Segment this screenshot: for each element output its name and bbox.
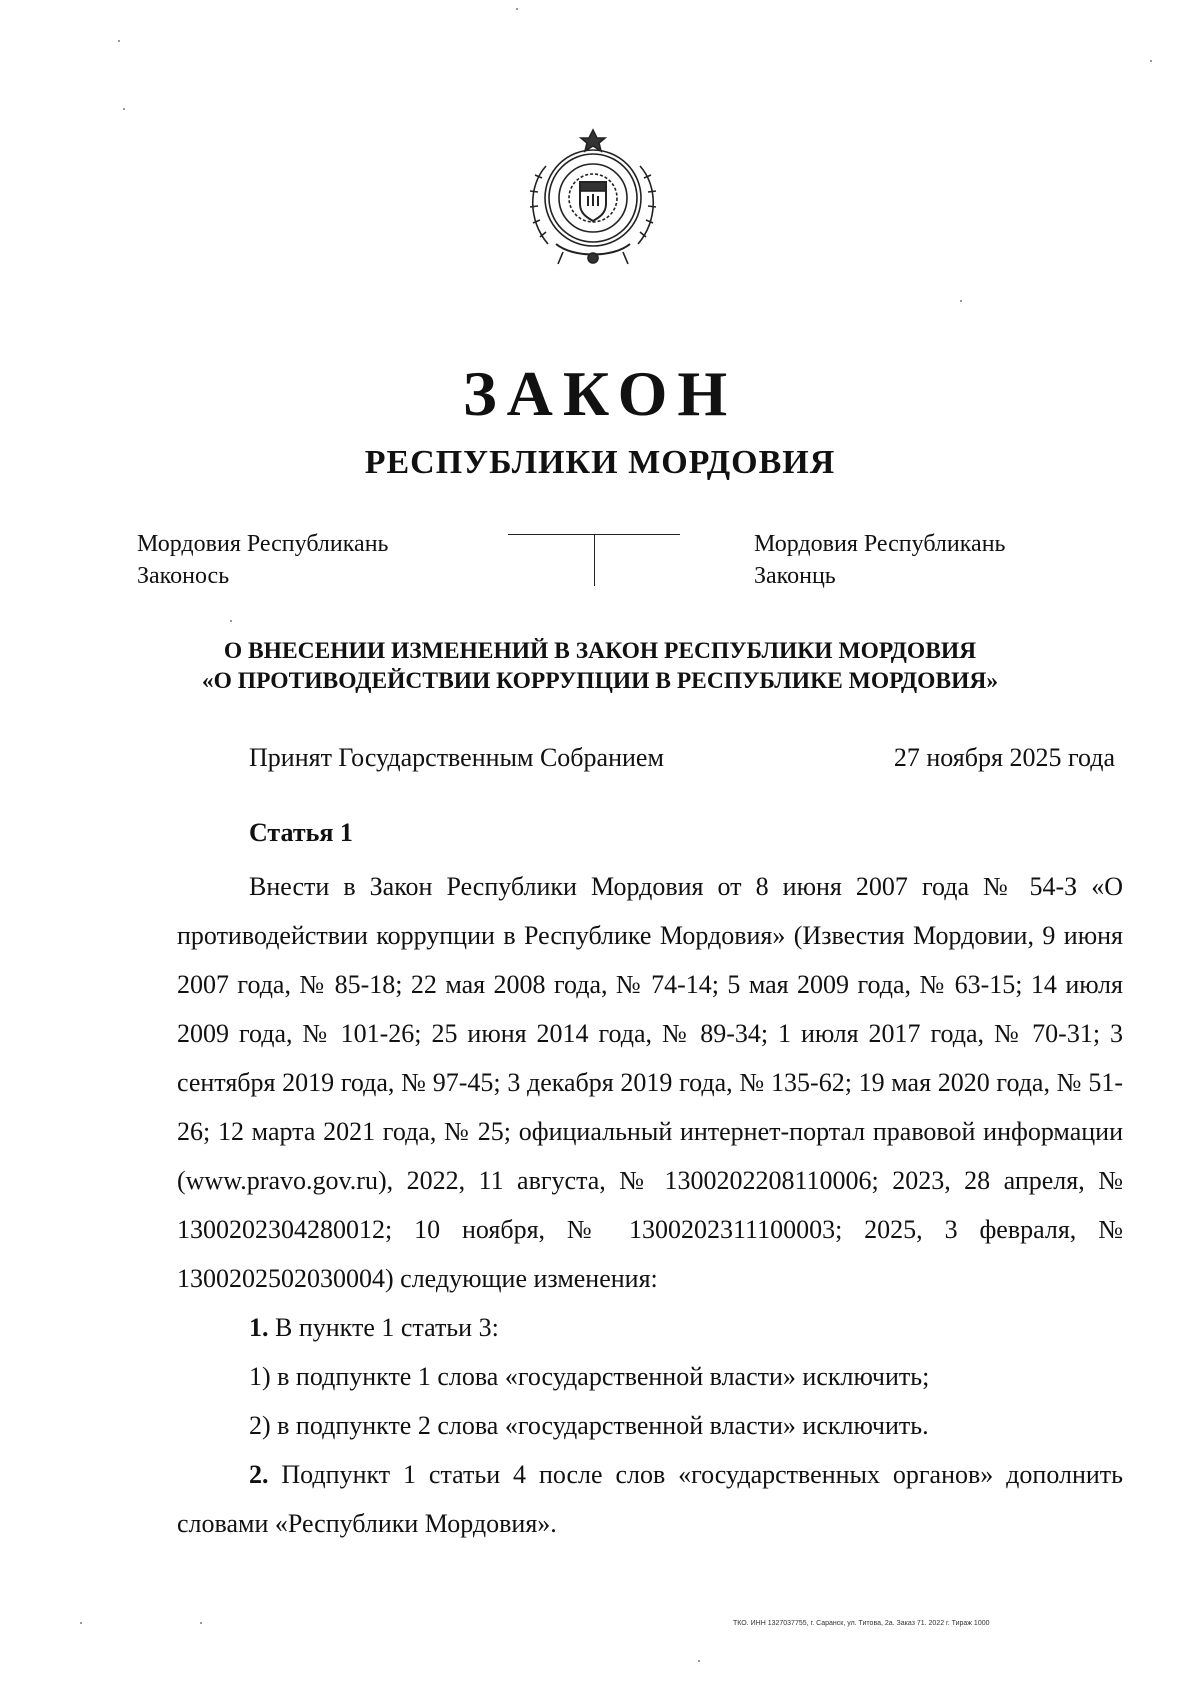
adopted-date: 27 ноября 2025 года: [893, 743, 1115, 772]
moksha-title-right: [754, 528, 1005, 592]
scan-speck: [516, 8, 518, 10]
article-title: Статья 1: [249, 818, 353, 847]
adopted-by: Принят Государственным Собранием: [249, 743, 664, 772]
heading-line-2: «О ПРОТИВОДЕЙСТВИИ КОРРУПЦИИ В РЕСПУБЛИКЕ МОРДОВИЯ»: [201, 668, 999, 694]
moksha-right-line2: Законць: [754, 563, 836, 589]
item-2-number: 2.: [249, 1460, 269, 1489]
scan-speck: [698, 1660, 700, 1662]
coat-of-arms-icon: [518, 126, 668, 276]
article-body: [177, 862, 1123, 1548]
item-1: [177, 1303, 1123, 1352]
item-2-text: Подпункт 1 статьи 4 после слов «государственных органов» дополнить словами «Республики Мордовия».: [177, 1460, 1124, 1538]
moksha-title-left: [137, 528, 388, 592]
moksha-left-line1: Мордовия Республикань: [137, 531, 389, 557]
item-1-number: 1.: [249, 1313, 269, 1342]
subitem-2: 2) в подпункте 2 слова «государственной власти» исключить.: [249, 1411, 929, 1440]
heading-line-1: О ВНЕСЕНИИ ИЗМЕНЕНИЙ В ЗАКОН РЕСПУБЛИКИ МОРДОВИЯ: [223, 638, 977, 664]
print-imprint: ТКО. ИНН 1327037755, г. Саранск, ул. Титова, 2а. Заказ 71. 2022 г. Тираж 1000: [733, 1620, 990, 1627]
item-1-text: В пункте 1 статьи 3:: [275, 1313, 499, 1342]
scan-speck: [230, 620, 232, 622]
scan-speck: [80, 1622, 82, 1624]
item-2: [177, 1450, 1123, 1548]
law-subtitle: РЕСПУБЛИКИ МОРДОВИЯ: [364, 444, 836, 481]
moksha-right-line1: Мордовия Республикань: [754, 531, 1006, 557]
title-separator-vertical: [594, 534, 595, 586]
scan-speck: [123, 108, 125, 110]
scan-speck: [1150, 60, 1152, 62]
scan-speck: [200, 1622, 202, 1624]
document-heading: [150, 636, 1050, 696]
law-title: ЗАКОН: [462, 358, 738, 429]
scan-speck: [118, 40, 120, 42]
subitem-1: 1) в подпункте 1 слова «государственной власти» исключить;: [249, 1362, 930, 1391]
moksha-left-line2: Законось: [137, 563, 230, 589]
article-intro: Внести в Закон Республики Мордовия от 8 июня 2007 года № 54-З «О противодействии коррупции в Республике Мордовия» (Известия Мордовии, 9 июня 2007 года, № 85-18; 22 мая 2008 года, № 74-14; 5 мая 2009 года, № 63-15; 14 июля 2009 года, № 101-26; 25 июня 2014 года, № 89-34; 1 июля 2017 года, № 70-31; 3 сентября 2019 года, № 97-45; 3 декабря 2019 года, № 135-62; 19 мая 2020 года, № 51-26; 12 марта 2021 года, № 25; официальный интернет-портал правовой информации (www.pravo.gov.ru), 2022, 11 августа, № 1300202208110006; 2023, 28 апреля, № 1300202304280012; 10 ноября, № 1300202311100003; 2025, 3 февраля, № 1300202502030004) следующие изменения:: [177, 872, 1123, 1293]
scan-speck: [960, 300, 962, 302]
